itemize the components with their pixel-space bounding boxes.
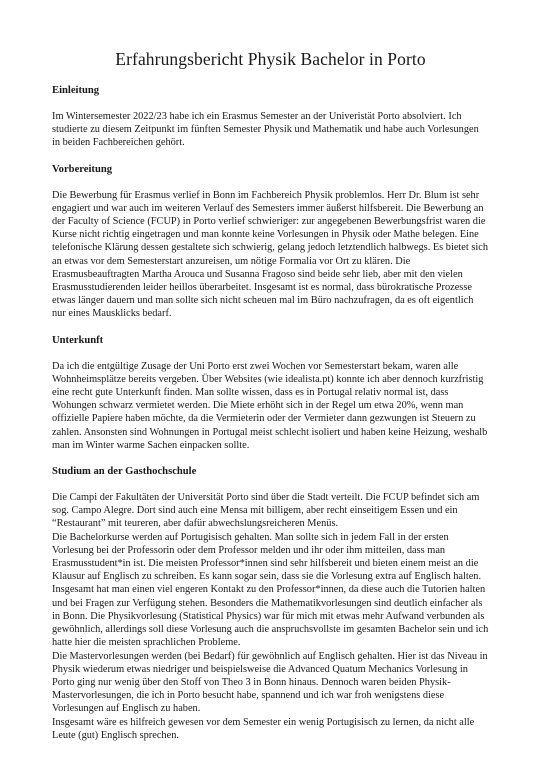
section-unterkunft: [52, 334, 489, 452]
paragraph: Da ich die entgültige Zusage der Uni Porto erst zwei Wochen vor Semesterstart bekam, waren alle Wohnheimsplätze bereits vergeben. Über Websites (wie idealista.pt) konnte ich aber dennoch kurzfristig eine recht gute Unterkunft finden. Man sollte wissen, dass es in Portugal relativ normal ist, dass Wohungen schwarz vermietet werden. Die Miete erhöht sich in der Regel um etwa 20%, wenn man offizielle Papiere haben möchte, da die Vermieterin oder der Vermieter dann gezwungen ist Steuern zu zahlen. Ansonsten sind Wohnungen in Portugal meist schlecht isoliert und haben keine Heizung, weshalb man im Winter warme Sachen einpacken sollte.: [52, 360, 488, 451]
section-studium: [52, 465, 489, 742]
paragraph: Insgesamt wäre es hilfreich gewesen vor dem Semester ein wenig Portugisisch zu lernen, da nicht alle Leute (gut) Englisch sprechen.: [52, 716, 475, 741]
section-einleitung: [52, 84, 489, 150]
paragraph: Im Wintersemester 2022/23 habe ich ein Erasmus Semester an der Univeristät Porto absolviert. Ich studierte zu diesem Zeitpunkt im fünften Semester Physik und Mathematik und habe auch Vorlesungen in beiden Fachbereichen gehört.: [52, 111, 479, 149]
paragraph: Die Bachelorkurse werden auf Portugisisch gehalten. Man sollte sich in jedem Fall in der ersten Vorlesung bei der Professorin oder dem Professor melden und ihr oder ihm mitteilen, dass man Erasmusstudent*in ist. Die meisten Professor*innen sind sehr hilfsbereit und bieten einem meist an die Klausur auf Englisch zu schreiben. Es kann sogar sein, dass sie die Vorlesung extra auf Englisch halten. Insgesamt hat man einen viel engeren Kontakt zu den Professor*innen, da diese auch die Tutorien halten und bei Fragen zur Verfügung stehen. Besonders die Mathematikvorlesungen sind deutlich einfacher als in Bonn. Die Physikvorlesung (Statistical Physics) war für mich mit etwas mehr Aufwand verbunden als gewöhnlich, allerdings soll diese Vorlesung auch die anspruchsvollste im gesamten Bachelor sein und ich hatte hier die meisten sprachlichen Probleme.: [52, 531, 489, 649]
page-title: Erfahrungsbericht Physik Bachelor in Porto: [115, 49, 426, 69]
paragraph: Die Campi der Fakultäten der Universität Porto sind über die Stadt verteilt. Die FCUP befindet sich am sog. Campo Alegre. Dort sind auch eine Mensa mit billigem, aber recht einseitigem Essen und ein “Restaurant” mit teureren, aber dafür abwechslungsreicheren Menüs.: [52, 492, 480, 530]
paragraph: Die Mastervorlesungen werden (bei Bedarf) für gewöhnlich auf Englisch gehalten. Hier ist das Niveau in Physik wiederum etwas niedriger und beispielsweise die Advanced Quatum Mechanics Vorlesung in Porto ging nur wenig über den Stoff von Theo 3 in Bonn hinaus. Dennoch waren beiden Physik- Mastervorlesungen, die ich in Porto besucht habe, spannend und ich war froh wenigstens diese Vorlesungen auf Englisch zu haben.: [52, 650, 488, 715]
section-heading: Studium an der Gasthochschule: [52, 466, 197, 478]
section-heading: Einleitung: [52, 85, 100, 96]
section-heading: Vorbereitung: [52, 163, 113, 175]
section-heading: Unterkunft: [52, 334, 104, 346]
section-vorbereitung: [52, 163, 489, 321]
paragraph: Die Bewerbung für Erasmus verlief in Bonn im Fachbereich Physik problemlos. Herr Dr. Blum ist sehr engagiert und war auch im weiteren Verlauf des Semesters immer äußerst hilfsbereit. Die Bewerbung an der Faculty of Science (FCUP) in Porto verlief schwieriger: zur angegebenen Bewerbungsfrist waren die Kurse nicht richtig eingetragen und man konnte keine Vorlesungen in Physik oder Mathe belegen. Eine telefonische Klärung dessen gestaltete sich schwierig, gelang jedoch letztendlich halbwegs. Es bietet sich an etwas vor dem Semesterstart anzureisen, um nötige Formalia vor Ort zu klären. Die Erasmusbeauftragten Martha Arouca und Susanna Fragoso sind beide sehr lieb, aber mit den vielen Erasmusstudierenden leider heillos überarbeitet. Insgesamt ist es normal, dass bürokratische Prozesse etwas länger dauern und man sollte sich nicht scheuen mal im Büro nachzufragen, da es oft eigentlich nur eines Mausklicks bedarf.: [52, 189, 489, 320]
